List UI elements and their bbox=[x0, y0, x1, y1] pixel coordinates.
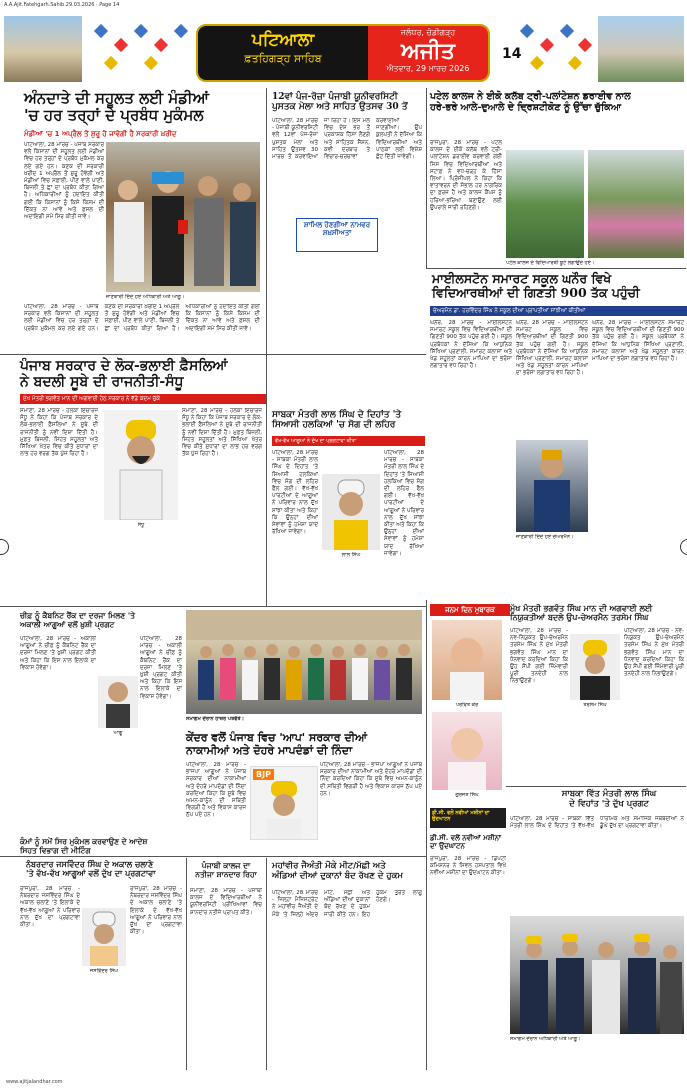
a14-caption-1: ਪਰਵਿਤ ਕੌਰ bbox=[455, 702, 479, 708]
group-photo bbox=[186, 610, 422, 714]
a1-caption: ਜਾਣਕਾਰੀ ਦਿੰਦੇ ਹੋਏ ਅਧਿਕਾਰੀ ਅਤੇ ਆਗੂ। bbox=[106, 294, 185, 300]
registration-mark bbox=[0, 539, 9, 555]
a16-body-2: ਪਟਿਆਲਾ, 28 ਮਾਰਚ - ਅਕਾਲੀ ਆਗੂਆਂ ਨੇ ਚੀਫ਼ ਨੂੰ ਕੈਬਨਿਟ ਰੈਂਕ ਦਾ ਦਰਜਾ ਮਿਲਣ 'ਤੇ ਖ਼ੁਸ਼ੀ ਪ੍ਰਗਟ ਕੀਤੀ ਅਤੇ ਕਿਹਾ ਕਿ ਇਸ ਨਾਲ ਇਲਾਕੇ ਦਾ ਵਿਕਾਸ ਹੋਵੇਗਾ। bbox=[140, 636, 182, 700]
column-rule bbox=[266, 88, 267, 356]
a6-caption: ਜਾਣਕਾਰੀ ਦਿੰਦੇ ਹੋਏ ਚੇਅਰਮੈਨ। bbox=[516, 534, 574, 540]
a12-body-1: ਪਟਿਆਲਾ, 28 ਮਾਰਚ - ਨਵ-ਨਿਯੁਕਤ ਉਪ-ਚੇਅਰਮੈਨ ਤਰਸੇਮ ਸਿੰਘ ਨੇ ਮੁੱਖ ਮੰਤਰੀ ਭਗਵੰਤ ਸਿੰਘ ਮਾਨ ਦਾ ਧੰਨਵਾਦ ਕਰਦਿਆਂ ਕਿਹਾ ਕਿ ਉਹ ਸੌਂਪੀ ਗਈ ਜ਼ਿੰਮੇਵਾਰੀ ਪੂਰੀ ਤਨਦੇਹੀ ਨਾਲ ਨਿਭਾਉਣਗੇ। bbox=[510, 628, 568, 685]
section-rule bbox=[0, 606, 426, 607]
a16-body-1: ਪਟਿਆਲਾ, 28 ਮਾਰਚ - ਅਕਾਲੀ ਆਗੂਆਂ ਨੇ ਚੀਫ਼ ਨੂੰ ਕੈਬਨਿਟ ਰੈਂਕ ਦਾ ਦਰਜਾ ਮਿਲਣ 'ਤੇ ਖ਼ੁਸ਼ੀ ਪ੍ਰਗਟ ਕੀਤੀ ਅਤੇ ਕਿਹਾ ਕਿ ਇਸ ਨਾਲ ਇਲਾਕੇ ਦਾ ਵਿਕਾਸ ਹੋਵੇਗਾ। bbox=[20, 636, 96, 671]
a4-caption: ਸੰਧੂ bbox=[137, 522, 145, 528]
a5-caption: ਲਾਲ ਸਿੰਘ bbox=[341, 552, 361, 558]
column-rule bbox=[186, 858, 187, 1070]
a1-subhead: ਮੰਡੀਆਂ 'ਚ 1 ਅਪ੍ਰੈਲ ਤੋਂ ਸ਼ੁਰੂ ਹੋ ਜਾਵੇਗੀ ਹੈ ਸਰਕਾਰੀ ਖ਼ਰੀਦ bbox=[24, 130, 177, 138]
phulkari-pattern-left bbox=[92, 20, 188, 80]
column-rule bbox=[426, 88, 427, 268]
a11-body: ਪਟਿਆਲਾ, 28 ਮਾਰਚ - ਜ਼ਿਲ੍ਹਾ ਮੈਜਿਸਟ੍ਰੇਟ ਨੇ ਮਹਾਂਵੀਰ ਜੈਅੰਤੀ ਦੇ ਮੌਕੇ 'ਤੇ ਜ਼ਿਲ੍ਹੇ ਅੰਦਰ ਮੀਟ, ਮੱਛੀ ਅਤੇ ਅੰਡਿਆਂ ਦੀਆਂ ਦੁਕਾਨਾਂ ਬੰਦ ਰੱਖਣ ਦੇ ਹੁਕਮ ਜਾਰੀ ਕੀਤੇ ਹਨ। ਇਹ ਹੁਕਮ ਤੁਰੰਤ ਲਾਗੂ ਹੋਣਗੇ। bbox=[272, 890, 422, 918]
section-rule bbox=[506, 786, 686, 787]
a4-body-1: ਸਮਾਣਾ, 28 ਮਾਰਚ - ਹਲਕਾ ਇੰਚਾਰਜ ਸੰਧੂ ਨੇ ਕਿਹਾ ਕਿ ਪੰਜਾਬ ਸਰਕਾਰ ਦੇ ਲੋਕ-ਭਲਾਈ ਫ਼ੈਸਲਿਆਂ ਨੇ ਸੂਬੇ ਦੀ ਰਾਜਨੀਤੀ ਨੂੰ ਨਵੀਂ ਦਿਸ਼ਾ ਦਿੱਤੀ ਹੈ। ਮੁਫ਼ਤ ਬਿਜਲੀ, ਸਿਹਤ ਸਹੂਲਤਾਂ ਅਤੇ ਸਿੱਖਿਆ ਖੇਤਰ ਵਿਚ ਕੀਤੇ ਸੁਧਾਰਾਂ ਦਾ ਲਾਭ ਹਰ ਵਰਗ ਤੱਕ ਪੁੱਜ ਰਿਹਾ ਹੈ। bbox=[20, 408, 98, 458]
a13-caption: ਸਮਾਗਮ ਦੌਰਾਨ ਅਧਿਕਾਰੀ ਅਤੇ ਆਗੂ। bbox=[510, 1036, 581, 1042]
issue-date: ਐਤਵਾਰ, 29 ਮਾਰਚ 2026 bbox=[386, 64, 470, 73]
edition-title-box bbox=[196, 24, 490, 82]
a14-headline: ਜਨਮ ਦਿਨ ਮੁਬਾਰਕ bbox=[430, 604, 510, 616]
a5-body-1: ਪਟਿਆਲਾ, 28 ਮਾਰਚ - ਸਾਬਕਾ ਮੰਤਰੀ ਲਾਲ ਸਿੰਘ ਦੇ ਦਿਹਾਂਤ 'ਤੇ ਸਿਆਸੀ ਹਲਕਿਆਂ ਵਿਚ ਸੋਗ ਦੀ ਲਹਿਰ ਫੈਲ ਗਈ। ਵੱਖ-ਵੱਖ ਪਾਰਟੀਆਂ ਦੇ ਆਗੂਆਂ ਨੇ ਪਰਿਵਾਰ ਨਾਲ ਦੁੱਖ ਸਾਂਝਾ ਕੀਤਾ ਅਤੇ ਕਿਹਾ ਕਿ ਉਨ੍ਹਾਂ ਦੀਆਂ ਸੇਵਾਵਾਂ ਨੂੰ ਹਮੇਸ਼ਾ ਯਾਦ ਰੱਖਿਆ ਜਾਵੇਗਾ। bbox=[272, 450, 318, 536]
a8-headline: ਕੰਮਾਂ ਨੂੰ ਸਮੇਂ ਸਿਰ ਮੁਕੰਮਲ ਕਰਵਾਉਣ ਦੇ ਆਦੇਸ਼ ਸਿਹਤ ਵਿਭਾਗ ਦੀ ਮੀਟਿੰਗ bbox=[20, 837, 148, 855]
print-strip: A.A.Ajit.Fatehgarh.Sahib.29.03.2026 · Page 14 bbox=[4, 2, 120, 8]
a3-caption: ਪਟੇਲ ਕਾਲਜ ਦੇ ਵਿਦਿਆਰਥੀ ਬੂਟੇ ਲਗਾਉਂਦੇ ਹੋਏ। bbox=[506, 260, 595, 266]
a10-headline: ਪੰਜਾਬੀ ਕਾਲਜ ਦਾ ਨਤੀਜਾ ਸ਼ਾਨਦਾਰ ਰਿਹਾ bbox=[195, 861, 257, 879]
column-rule bbox=[266, 356, 267, 606]
a14-photo-2 bbox=[432, 712, 502, 790]
a9-body-1: ਰਾਜਪੁਰਾ, 28 ਮਾਰਚ - ਨੰਬਰਦਾਰ ਜਸਵਿੰਦਰ ਸਿੰਘ ਦੇ ਅਕਾਲ ਚਲਾਣੇ 'ਤੇ ਇਲਾਕੇ ਦੇ ਵੱਖ-ਵੱਖ ਆਗੂਆਂ ਨੇ ਪਰਿਵਾਰ ਨਾਲ ਦੁੱਖ ਦਾ ਪ੍ਰਗਟਾਵਾ ਕੀਤਾ। bbox=[20, 886, 80, 929]
a1-headline: ਅੰਨਦਾਤੇ ਦੀ ਸਹੂਲਤ ਲਈ ਮੰਡੀਆਂ 'ਚ ਹਰ ਤਰ੍ਹਾਂ ਦੇ ਪ੍ਰਬੰਧ ਮੁਕੰਮਲ bbox=[24, 89, 209, 125]
a16-photo bbox=[98, 676, 138, 728]
a12-body-2: ਪਟਿਆਲਾ, 28 ਮਾਰਚ - ਨਵ-ਨਿਯੁਕਤ ਉਪ-ਚੇਅਰਮੈਨ ਤਰਸੇਮ ਸਿੰਘ ਨੇ ਮੁੱਖ ਮੰਤਰੀ ਭਗਵੰਤ ਸਿੰਘ ਮਾਨ ਦਾ ਧੰਨਵਾਦ ਕਰਦਿਆਂ ਕਿਹਾ ਕਿ ਉਹ ਸੌਂਪੀ ਗਈ ਜ਼ਿੰਮੇਵਾਰੀ ਪੂਰੀ ਤਨਦੇਹੀ ਨਾਲ ਨਿਭਾਉਣਗੇ। bbox=[624, 628, 684, 678]
a5-body-2: ਪਟਿਆਲਾ, 28 ਮਾਰਚ - ਸਾਬਕਾ ਮੰਤਰੀ ਲਾਲ ਸਿੰਘ ਦੇ ਦਿਹਾਂਤ 'ਤੇ ਸਿਆਸੀ ਹਲਕਿਆਂ ਵਿਚ ਸੋਗ ਦੀ ਲਹਿਰ ਫੈਲ ਗਈ। ਵੱਖ-ਵੱਖ ਪਾਰਟੀਆਂ ਦੇ ਆਗੂਆਂ ਨੇ ਪਰਿਵਾਰ ਨਾਲ ਦੁੱਖ ਸਾਂਝਾ ਕੀਤਾ ਅਤੇ ਕਿਹਾ ਕਿ ਉਨ੍ਹਾਂ ਦੀਆਂ ਸੇਵਾਵਾਂ ਨੂੰ ਹਮੇਸ਼ਾ ਯਾਦ ਰੱਖਿਆ ਜਾਵੇਗਾ। bbox=[384, 450, 424, 557]
a6-photo bbox=[516, 440, 588, 532]
a4-headline: ਪੰਜਾਬ ਸਰਕਾਰ ਦੇ ਲੋਕ-ਭਲਾਈ ਫ਼ੈਸਲਿਆਂ ਨੇ ਬਦਲੀ ਸੂਬੇ ਦੀ ਰਾਜਨੀਤੀ-ਸੰਧੂ bbox=[20, 358, 228, 391]
a1-body-cont: ਪਟਿਆਲਾ, 28 ਮਾਰਚ - ਪੰਜਾਬ ਸਰਕਾਰ ਵਲੋਂ ਕਿਸਾਨਾਂ ਦੀ ਸਹੂਲਤ ਲਈ ਮੰਡੀਆਂ ਵਿਚ ਹਰ ਤਰ੍ਹਾਂ ਦੇ ਪ੍ਰਬੰਧ ਮੁਕੰਮਲ ਕਰ ਲਏ ਗਏ ਹਨ। ਕਣਕ ਦੀ ਸਰਕਾਰੀ ਖ਼ਰੀਦ 1 ਅਪ੍ਰੈਲ ਤੋਂ ਸ਼ੁਰੂ ਹੋਵੇਗੀ ਅਤੇ ਮੰਡੀਆਂ ਵਿਚ ਸਫ਼ਾਈ, ਪੀਣ ਵਾਲੇ ਪਾਣੀ, ਬਿਜਲੀ ਤੇ ਛਾਂ ਦਾ ਪ੍ਰਬੰਧ ਕੀਤਾ ਗਿਆ ਹੈ। ਅਧਿਕਾਰੀਆਂ ਨੂੰ ਹਦਾਇਤ ਕੀਤੀ ਗਈ ਕਿ ਕਿਸਾਨਾਂ ਨੂੰ ਕਿਸੇ ਕਿਸਮ ਦੀ ਦਿੱਕਤ ਨਾ ਆਵੇ ਅਤੇ ਫ਼ਸਲ ਦੀ ਅਦਾਇਗੀ ਸਮੇਂ ਸਿਰ ਕੀਤੀ ਜਾਵੇ। bbox=[24, 304, 260, 332]
section-rule bbox=[426, 268, 686, 269]
a7-body-1: ਪਟਿਆਲਾ, 28 ਮਾਰਚ - ਭਾਜਪਾ ਆਗੂਆਂ ਨੇ ਪੰਜਾਬ ਸਰਕਾਰ ਦੀਆਂ ਨਾਕਾਮੀਆਂ ਅਤੇ ਦੋਹਰੇ ਮਾਪਦੰਡਾਂ ਦੀ ਨਿੰਦਾ ਕਰਦਿਆਂ ਕਿਹਾ ਕਿ ਸੂਬੇ ਵਿਚ ਅਮਨ-ਕਾਨੂੰਨ ਦੀ ਸਥਿਤੀ ਵਿਗੜੀ ਹੈ ਅਤੇ ਵਿਕਾਸ ਕਾਰਜ ਠੱਪ ਪਏ ਹਨ। bbox=[186, 762, 246, 819]
a16-headline: ਚੀਫ਼ ਨੂੰ ਕੈਬਨਿਟ ਰੈਂਕ ਦਾ ਦਰਜਾ ਮਿਲਣ 'ਤੇ ਅਕਾਲੀ ਆਗੂਆਂ ਵਲੋਂ ਖ਼ੁਸ਼ੀ ਪ੍ਰਗਟ bbox=[20, 611, 136, 629]
a9-headline: ਨੰਬਰਦਾਰ ਜਸਵਿੰਦਰ ਸਿੰਘ ਦੇ ਅਕਾਲ ਚਲਾਣੇ 'ਤੇ ਵੱਖ-ਵੱਖ ਆਗੂਆਂ ਵਲੋਂ ਦੁੱਖ ਦਾ ਪ੍ਰਗਟਾਵਾ bbox=[26, 859, 156, 879]
section-rule bbox=[0, 354, 426, 355]
a6-headline: ਮਾਈਲਸਟੋਨ ਸਮਾਰਟ ਸਕੂਲ ਘਨੌਰ ਵਿਖੇ ਵਿਦਿਆਰਥੀਆਂ ਦੀ ਗਿਣਤੀ 900 ਤੱਕ ਪਹੁੰਚੀ bbox=[432, 271, 640, 301]
a2-body: ਪਟਿਆਲਾ, 28 ਮਾਰਚ - ਪੰਜਾਬੀ ਯੂਨੀਵਰਸਿਟੀ ਵਲੋਂ 12ਵਾਂ ਪੰਜ-ਰੋਜ਼ਾ ਪੁਸਤਕ ਮੇਲਾ ਅਤੇ ਸਾਹਿਤ ਉਤਸਵ 30 ਮਾਰਚ ਤੋਂ ਕਰਵਾਇਆ ਜਾ ਰਿਹਾ ਹੈ। ਇਸ ਮੇਲੇ ਵਿਚ ਦੇਸ਼ ਭਰ ਤੋਂ ਪ੍ਰਕਾਸ਼ਕ ਹਿੱਸਾ ਲੈਣਗੇ ਅਤੇ ਸਾਹਿਤਕ ਸੈਸ਼ਨ, ਕਵੀ ਦਰਬਾਰ ਤੇ ਵਿਚਾਰ-ਚਰਚਾਵਾਂ ਕਰਵਾਈਆਂ ਜਾਣਗੀਆਂ। ਉਪ ਕੁਲਪਤੀ ਨੇ ਦੱਸਿਆ ਕਿ ਵਿਦਿਆਰਥੀਆਂ ਅਤੇ ਪਾਠਕਾਂ ਲਈ ਵਿਸ਼ੇਸ਼ ਛੋਟ ਦਿੱਤੀ ਜਾਵੇਗੀ। bbox=[272, 118, 422, 161]
a4-photo bbox=[104, 410, 178, 520]
a2-headline: 12ਵਾਂ ਪੰਜ-ਰੋਜ਼ਾ ਪੰਜਾਬੀ ਯੂਨੀਵਰਸਿਟੀ ਪੁਸਤਕ ਮੇਲਾ ਅਤੇ ਸਾਹਿਤ ਉਤਸਵ 30 ਤੋਂ bbox=[272, 92, 408, 113]
a13-body: ਪਟਿਆਲਾ, 28 ਮਾਰਚ - ਸਾਬਕਾ ਵਿੱਤ ਮੰਤਰੀ ਲਾਲ ਸਿੰਘ ਦੇ ਦਿਹਾਂਤ 'ਤੇ ਵੱਖ-ਵੱਖ ਧਾਰਮਿਕ ਅਤੇ ਸਮਾਜਿਕ ਜਥੇਬੰਦੀਆਂ ਨੇ ਡੂੰਘੇ ਦੁੱਖ ਦਾ ਪ੍ਰਗਟਾਵਾ ਕੀਤਾ। bbox=[510, 816, 684, 830]
paper-name: ਅਜੀਤ bbox=[401, 38, 455, 64]
a6-body-3: ਘਨੌਰ, 28 ਮਾਰਚ - ਮਾਈਲਸਟੋਨ ਸਮਾਰਟ ਸਕੂਲ ਵਿਚ ਵਿਦਿਆਰਥੀਆਂ ਦੀ ਗਿਣਤੀ 900 ਤੱਕ ਪਹੁੰਚ ਗਈ ਹੈ। ਸਕੂਲ ਪ੍ਰਬੰਧਕਾਂ ਨੇ ਦੱਸਿਆ ਕਿ ਆਧੁਨਿਕ ਸਿੱਖਿਆ ਪ੍ਰਣਾਲੀ, ਸਮਾਰਟ ਕਲਾਸਾਂ ਅਤੇ ਖੇਡ ਸਹੂਲਤਾਂ ਕਾਰਨ ਮਾਪਿਆਂ ਦਾ ਭਰੋਸਾ ਲਗਾਤਾਰ ਵਧ ਰਿਹਾ ਹੈ। bbox=[592, 320, 684, 363]
footer: www.ajitjalandhar.com bbox=[6, 1079, 63, 1085]
section-rule bbox=[0, 856, 426, 857]
a1-photo bbox=[106, 142, 260, 292]
a12-photo bbox=[570, 634, 620, 700]
a13-photo bbox=[510, 916, 684, 1034]
bjp-badge: BJP bbox=[253, 769, 274, 780]
a2-callout-box: ਸ਼ਾਮਿਲ ਹੋਣਗੀਆਂ ਨਾਮਵਰ ਸ਼ਖ਼ਸੀਅਤਾਂ bbox=[296, 218, 378, 252]
phulkari-pattern-right bbox=[520, 20, 594, 80]
a7-photo bbox=[250, 766, 318, 840]
a10-body: ਸਮਾਣਾ, 28 ਮਾਰਚ - ਪੰਜਾਬੀ ਕਾਲਜ ਦੇ ਵਿਦਿਆਰਥੀਆਂ ਨੇ ਯੂਨੀਵਰਸਿਟੀ ਪ੍ਰੀਖਿਆਵਾਂ ਵਿਚ ਸ਼ਾਨਦਾਰ ਨਤੀਜੇ ਪ੍ਰਾਪਤ ਕੀਤੇ। bbox=[190, 888, 262, 916]
a4-body-2: ਸਮਾਣਾ, 28 ਮਾਰਚ - ਹਲਕਾ ਇੰਚਾਰਜ ਸੰਧੂ ਨੇ ਕਿਹਾ ਕਿ ਪੰਜਾਬ ਸਰਕਾਰ ਦੇ ਲੋਕ-ਭਲਾਈ ਫ਼ੈਸਲਿਆਂ ਨੇ ਸੂਬੇ ਦੀ ਰਾਜਨੀਤੀ ਨੂੰ ਨਵੀਂ ਦਿਸ਼ਾ ਦਿੱਤੀ ਹੈ। ਮੁਫ਼ਤ ਬਿਜਲੀ, ਸਿਹਤ ਸਹੂਲਤਾਂ ਅਤੇ ਸਿੱਖਿਆ ਖੇਤਰ ਵਿਚ ਕੀਤੇ ਸੁਧਾਰਾਂ ਦਾ ਲਾਭ ਹਰ ਵਰਗ ਤੱਕ ਪੁੱਜ ਰਿਹਾ ਹੈ। bbox=[182, 408, 262, 458]
edition-cities: ਜਲੰਧਰ, ਚੰਡੀਗੜ੍ਹ bbox=[400, 28, 456, 37]
a6-body-1: ਘਨੌਰ, 28 ਮਾਰਚ - ਮਾਈਲਸਟੋਨ ਸਮਾਰਟ ਸਕੂਲ ਵਿਚ ਵਿਦਿਆਰਥੀਆਂ ਦੀ ਗਿਣਤੀ 900 ਤੱਕ ਪਹੁੰਚ ਗਈ ਹੈ। ਸਕੂਲ ਪ੍ਰਬੰਧਕਾਂ ਨੇ ਦੱਸਿਆ ਕਿ ਆਧੁਨਿਕ ਸਿੱਖਿਆ ਪ੍ਰਣਾਲੀ, ਸਮਾਰਟ ਕਲਾਸਾਂ ਅਤੇ ਖੇਡ ਸਹੂਲਤਾਂ ਕਾਰਨ ਮਾਪਿਆਂ ਦਾ ਭਰੋਸਾ ਲਗਾਤਾਰ ਵਧ ਰਿਹਾ ਹੈ। bbox=[430, 320, 512, 370]
a15-photo bbox=[430, 808, 506, 828]
edition-title: ਪਟਿਆਲਾ bbox=[251, 30, 315, 50]
a3-photo-1 bbox=[506, 150, 584, 258]
a4-subhead: ਮੁੱਖ ਮੰਤਰੀ ਭਗਵੰਤ ਮਾਨ ਦੀ ਅਗਵਾਈ ਹੇਠ ਸਰਕਾਰ ਨੇ ਵੱਡੇ ਕਦਮ ਚੁੱਕੇ bbox=[20, 394, 267, 404]
a6-subhead: ਚੇਅਰਮੈਨ ਡਾ. ਹਰਵਿੰਦਰ ਸਿੰਘ ਨੇ ਸਕੂਲ ਦੀਆਂ ਪ੍ਰਾਪਤੀਆਂ ਸਾਂਝੀਆਂ ਕੀਤੀਆਂ bbox=[430, 306, 687, 316]
group-photo-caption: ਸਮਾਗਮ ਦੌਰਾਨ ਹਾਜ਼ਰ ਪਤਵੰਤੇ। bbox=[186, 716, 244, 722]
a6-body-2: ਘਨੌਰ, 28 ਮਾਰਚ - ਮਾਈਲਸਟੋਨ ਸਮਾਰਟ ਸਕੂਲ ਵਿਚ ਵਿਦਿਆਰਥੀਆਂ ਦੀ ਗਿਣਤੀ 900 ਤੱਕ ਪਹੁੰਚ ਗਈ ਹੈ। ਸਕੂਲ ਪ੍ਰਬੰਧਕਾਂ ਨੇ ਦੱਸਿਆ ਕਿ ਆਧੁਨਿਕ ਸਿੱਖਿਆ ਪ੍ਰਣਾਲੀ, ਸਮਾਰਟ ਕਲਾਸਾਂ ਅਤੇ ਖੇਡ ਸਹੂਲਤਾਂ ਕਾਰਨ ਮਾਪਿਆਂ ਦਾ ਭਰੋਸਾ ਲਗਾਤਾਰ ਵਧ ਰਿਹਾ ਹੈ। bbox=[516, 320, 588, 377]
a3-headline: ਪਟੇਲ ਕਾਲਜ ਨੇ ਈਕੋ ਕਲੱਬ ਟ੍ਰੀ-ਪਲਾਂਟੇਸ਼ਨ ਡਰਾਈਵ ਨਾਲ ਹਰੇ-ਭਰੇ ਆਲੇ-ਦੁਆਲੇ ਦੇ ਦ੍ਰਿਸ਼ਟੀਕੋਣ ਨੂੰ ਉੱਚਾ ਚੁੱਕਿਆ bbox=[430, 91, 631, 113]
a1-body: ਪਟਿਆਲਾ, 28 ਮਾਰਚ - ਪੰਜਾਬ ਸਰਕਾਰ ਵਲੋਂ ਕਿਸਾਨਾਂ ਦੀ ਸਹੂਲਤ ਲਈ ਮੰਡੀਆਂ ਵਿਚ ਹਰ ਤਰ੍ਹਾਂ ਦੇ ਪ੍ਰਬੰਧ ਮੁਕੰਮਲ ਕਰ ਲਏ ਗਏ ਹਨ। ਕਣਕ ਦੀ ਸਰਕਾਰੀ ਖ਼ਰੀਦ 1 ਅਪ੍ਰੈਲ ਤੋਂ ਸ਼ੁਰੂ ਹੋਵੇਗੀ ਅਤੇ ਮੰਡੀਆਂ ਵਿਚ ਸਫ਼ਾਈ, ਪੀਣ ਵਾਲੇ ਪਾਣੀ, ਬਿਜਲੀ ਤੇ ਛਾਂ ਦਾ ਪ੍ਰਬੰਧ ਕੀਤਾ ਗਿਆ ਹੈ। ਅਧਿਕਾਰੀਆਂ ਨੂੰ ਹਦਾਇਤ ਕੀਤੀ ਗਈ ਕਿ ਕਿਸਾਨਾਂ ਨੂੰ ਕਿਸੇ ਕਿਸਮ ਦੀ ਦਿੱਕਤ ਨਾ ਆਵੇ ਅਤੇ ਫ਼ਸਲ ਦੀ ਅਦਾਇਗੀ ਸਮੇਂ ਸਿਰ ਕੀਤੀ ਜਾਵੇ। bbox=[24, 142, 104, 221]
a9-photo bbox=[82, 908, 126, 966]
a7-body-2: ਪਟਿਆਲਾ, 28 ਮਾਰਚ - ਭਾਜਪਾ ਆਗੂਆਂ ਨੇ ਪੰਜਾਬ ਸਰਕਾਰ ਦੀਆਂ ਨਾਕਾਮੀਆਂ ਅਤੇ ਦੋਹਰੇ ਮਾਪਦੰਡਾਂ ਦੀ ਨਿੰਦਾ ਕਰਦਿਆਂ ਕਿਹਾ ਕਿ ਸੂਬੇ ਵਿਚ ਅਮਨ-ਕਾਨੂੰਨ ਦੀ ਸਥਿਤੀ ਵਿਗੜੀ ਹੈ ਅਤੇ ਵਿਕਾਸ ਕਾਰਜ ਠੱਪ ਪਏ ਹਨ। bbox=[320, 762, 422, 797]
a3-photo-2 bbox=[588, 150, 684, 258]
a9-caption: ਜਸਵਿੰਦਰ ਸਿੰਘ bbox=[90, 968, 118, 974]
a15-headline: ਡੀ.ਸੀ. ਵਲੋਂ ਨਵੀਆਂ ਮਸ਼ੀਨਾਂ ਦਾ ਉਦਘਾਟਨ bbox=[430, 833, 501, 851]
a3-body: ਰਾਜਪੁਰਾ, 28 ਮਾਰਚ - ਪਟੇਲ ਕਾਲਜ ਦੇ ਈਕੋ ਕਲੱਬ ਵਲੋਂ ਟ੍ਰੀ-ਪਲਾਂਟੇਸ਼ਨ ਡਰਾਈਵ ਕਰਵਾਈ ਗਈ ਜਿਸ ਵਿਚ ਵਿਦਿਆਰਥੀਆਂ ਅਤੇ ਸਟਾਫ਼ ਨੇ ਵਧ-ਚੜ੍ਹ ਕੇ ਹਿੱਸਾ ਲਿਆ। ਪ੍ਰਿੰਸੀਪਲ ਨੇ ਕਿਹਾ ਕਿ ਵਾਤਾਵਰਨ ਦੀ ਸੰਭਾਲ ਹਰ ਨਾਗਰਿਕ ਦਾ ਫ਼ਰਜ਼ ਹੈ ਅਤੇ ਕਾਲਜ ਕੈਂਪਸ ਨੂੰ ਹਰਿਆ-ਭਰਿਆ ਬਣਾਉਣ ਲਈ ਉਪਰਾਲੇ ਜਾਰੀ ਰਹਿਣਗੇ। bbox=[430, 140, 502, 211]
heritage-building-photo bbox=[4, 16, 82, 82]
monument-photo bbox=[598, 16, 684, 82]
a11-headline: ਮਹਾਂਵੀਰ ਜੈਅੰਤੀ ਮੌਕੇ ਮੀਟ/ਮੱਛੀ ਅਤੇ ਅੰਡਿਆਂ ਦੀਆਂ ਦੁਕਾਨਾਂ ਬੰਦ ਰੱਖਣ ਦੇ ਹੁਕਮ bbox=[272, 861, 403, 881]
a12-headline: ਮੁੱਖ ਮੰਤਰੀ ਭਗਵੰਤ ਸਿੰਘ ਮਾਨ ਦੀ ਅਗਵਾਈ ਲਈ ਨਿਯੁਕਤੀਆਂ ਬਦਲੇ ਉਪ-ਚੇਅਰਮੈਨ ਤਰਸੇਮ ਸਿੰਘ bbox=[510, 603, 653, 623]
a16-caption: ਆਗੂ bbox=[113, 730, 123, 736]
column-rule bbox=[266, 858, 267, 1070]
edition-subtitle: ਫ਼ਤਹਿਗੜ੍ਹ ਸਾਹਿਬ bbox=[244, 52, 322, 65]
a15-body: ਰਾਜਪੁਰਾ, 28 ਮਾਰਚ - ਡਿਪਟੀ ਕਮਿਸ਼ਨਰ ਨੇ ਸਿਵਲ ਹਸਪਤਾਲ ਵਿਖੇ ਨਵੀਆਂ ਮਸ਼ੀਨਾਂ ਦਾ ਉਦਘਾਟਨ ਕੀਤਾ। bbox=[430, 856, 506, 877]
a5-headline: ਸਾਬਕਾ ਮੰਤਰੀ ਲਾਲ ਸਿੰਘ ਦੇ ਦਿਹਾਂਤ 'ਤੇ ਸਿਆਸੀ ਹਲਕਿਆਂ 'ਚ ਸੋਗ ਦੀ ਲਹਿਰ bbox=[272, 410, 402, 431]
column-rule bbox=[426, 600, 427, 1070]
a14-photo-1 bbox=[432, 620, 502, 700]
a14-caption-2: ਗੁਰਜੋਤ ਸਿੰਘ bbox=[455, 792, 479, 798]
a5-photo bbox=[322, 474, 380, 550]
page-number: 14 bbox=[502, 46, 522, 62]
a7-headline: ਕੇਂਦਰ ਵਲੋਂ ਪੰਜਾਬ ਵਿਚ 'ਆਪ' ਸਰਕਾਰ ਦੀਆਂ ਨਾਕਾਮੀਆਂ ਅਤੇ ਦੋਹਰੇ ਮਾਪਦੰਡਾਂ ਦੀ ਨਿੰਦਾ bbox=[186, 731, 368, 757]
a5-subhead: ਵੱਖ-ਵੱਖ ਆਗੂਆਂ ਨੇ ਦੁੱਖ ਦਾ ਪ੍ਰਗਟਾਵਾ ਕੀਤਾ bbox=[272, 436, 425, 446]
a9-body-2: ਰਾਜਪੁਰਾ, 28 ਮਾਰਚ - ਨੰਬਰਦਾਰ ਜਸਵਿੰਦਰ ਸਿੰਘ ਦੇ ਅਕਾਲ ਚਲਾਣੇ 'ਤੇ ਇਲਾਕੇ ਦੇ ਵੱਖ-ਵੱਖ ਆਗੂਆਂ ਨੇ ਪਰਿਵਾਰ ਨਾਲ ਦੁੱਖ ਦਾ ਪ੍ਰਗਟਾਵਾ ਕੀਤਾ। bbox=[130, 886, 182, 936]
a13-headline: ਸਾਬਕਾ ਵਿੱਤ ਮੰਤਰੀ ਲਾਲ ਸਿੰਘ ਦੇ ਵਿਹਾਂਤ 'ਤੇ ਦੁੱਖ ਪ੍ਰਗਟ bbox=[561, 789, 657, 809]
a15-banner-text: ਡੀ.ਸੀ. ਵਲੋਂ ਨਵੀਆਂ ਮਸ਼ੀਨਾਂ ਦਾ ਉਦਘਾਟਨ bbox=[432, 810, 490, 822]
a12-caption: ਤਰਸੇਮ ਸਿੰਘ bbox=[583, 702, 607, 708]
